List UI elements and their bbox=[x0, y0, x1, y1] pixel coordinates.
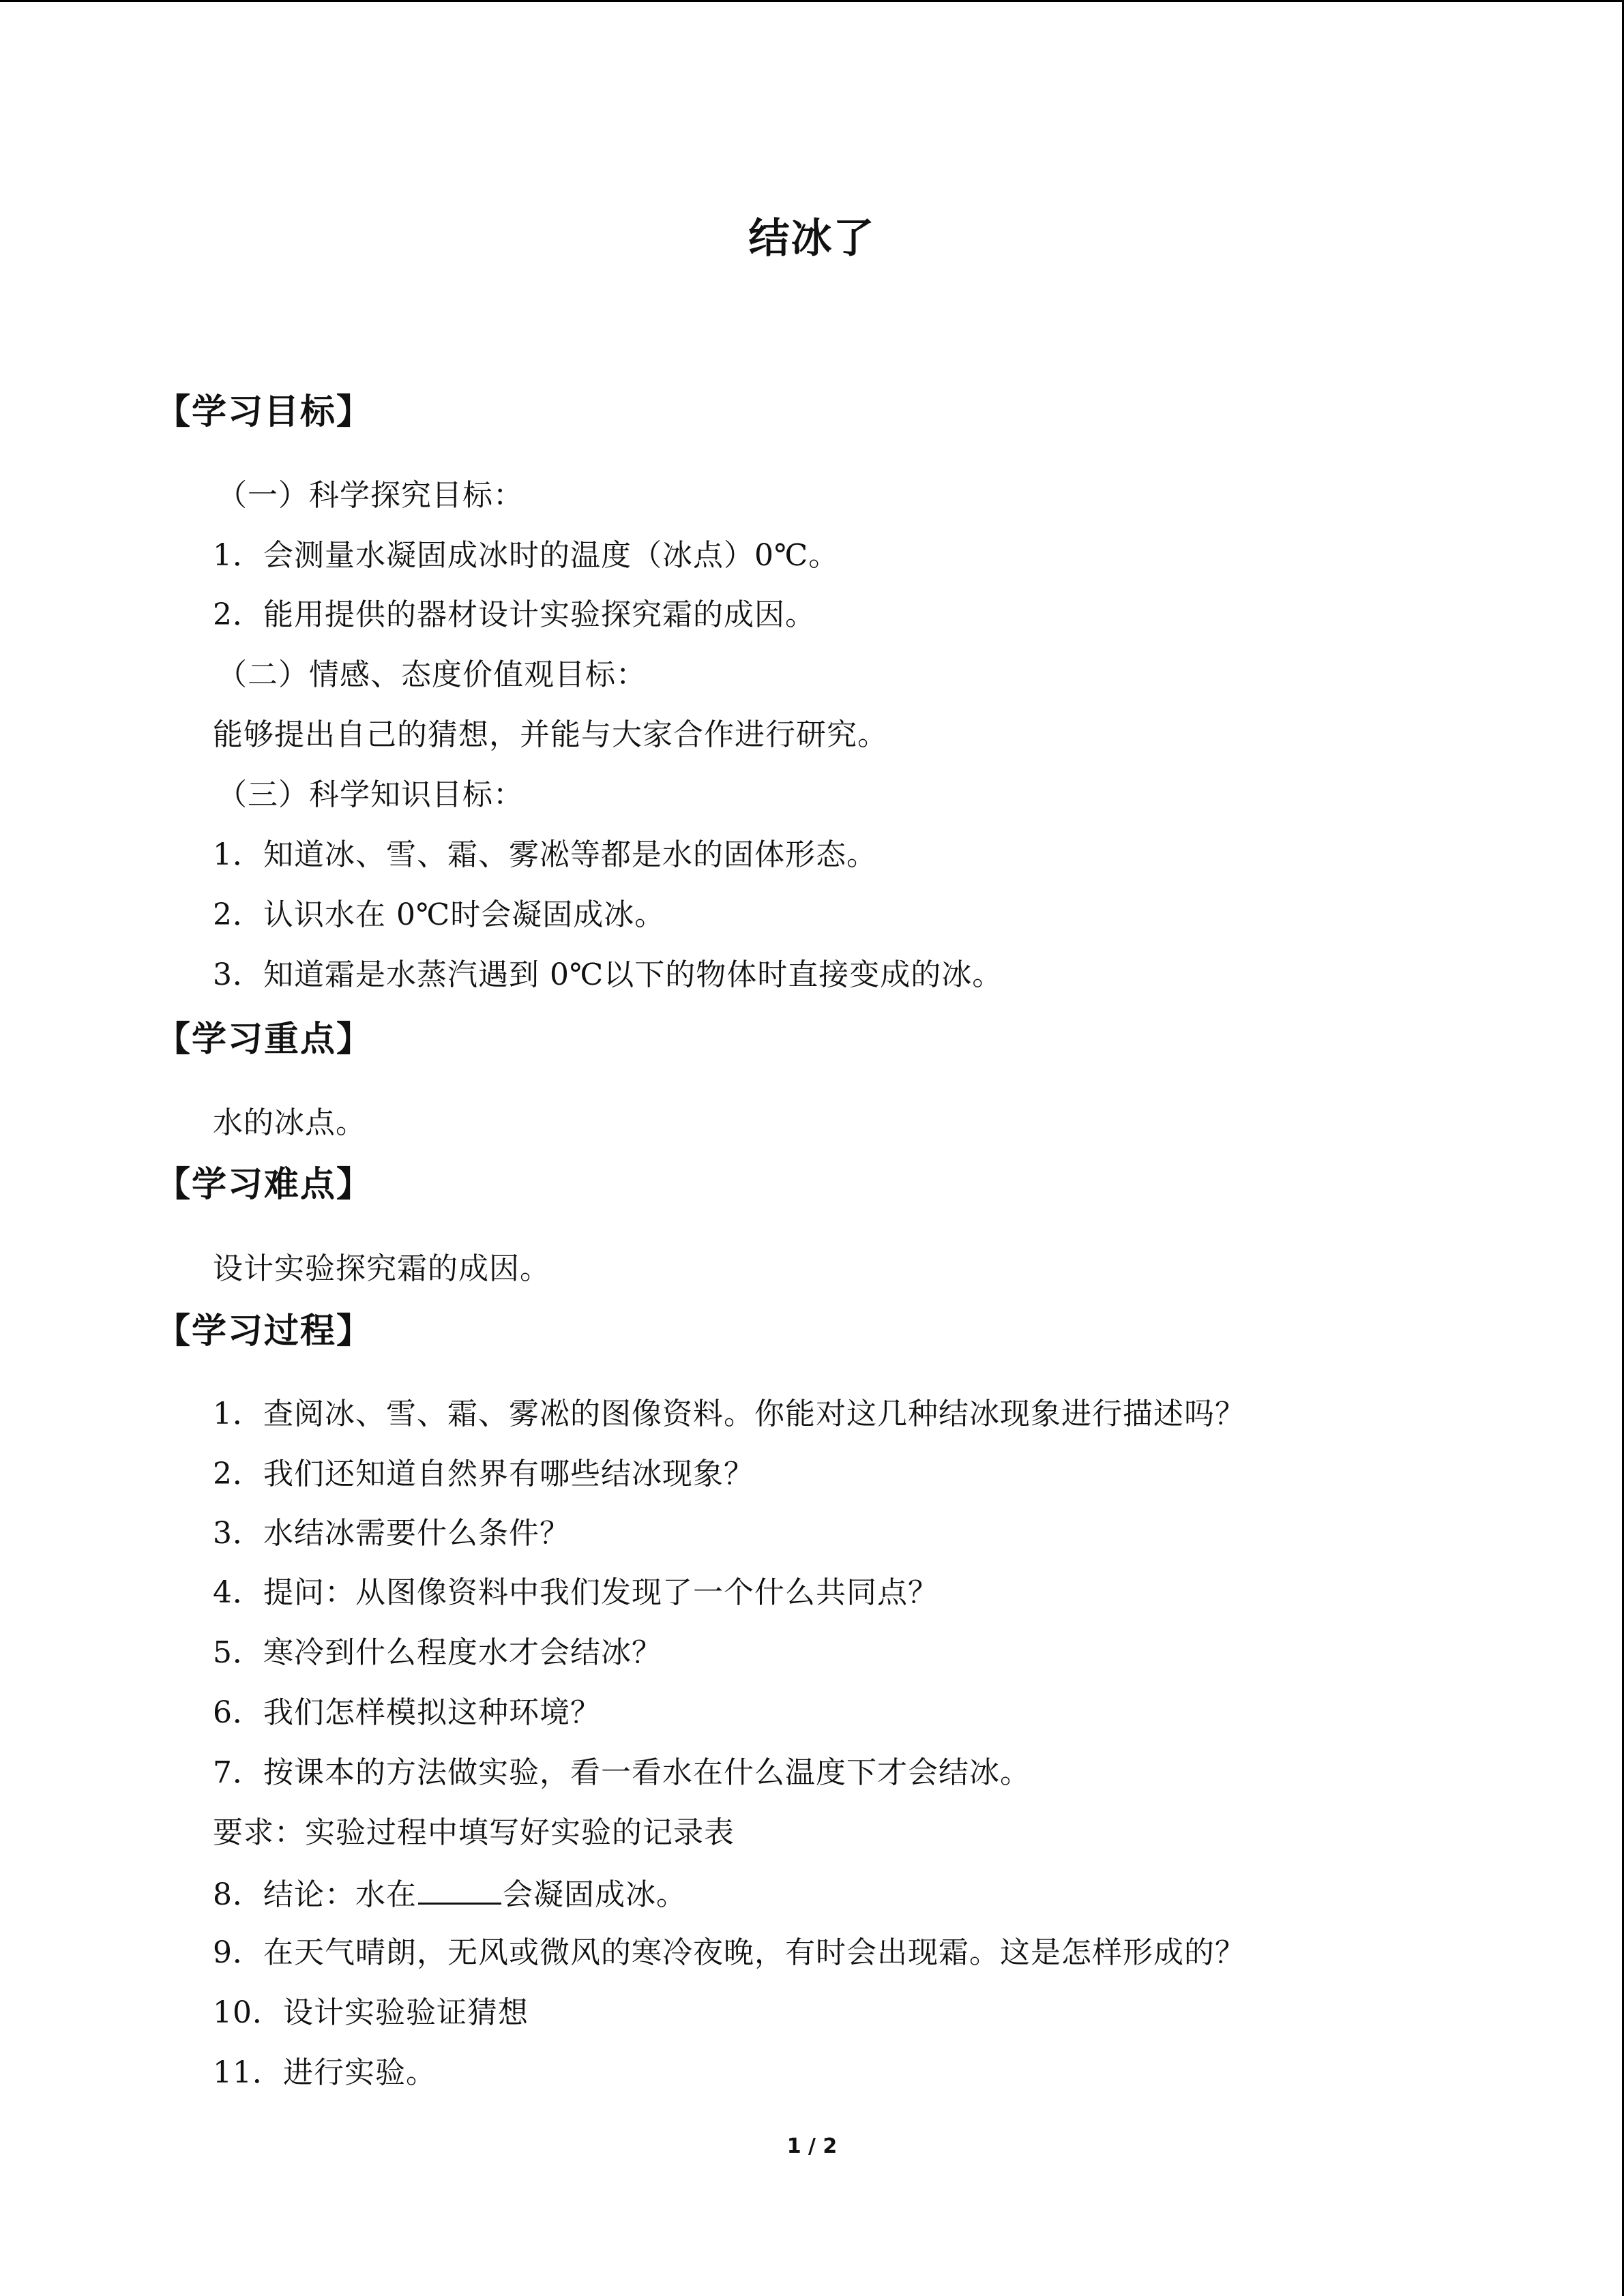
process-line: 5．寒冷到什么程度水才会结冰？ bbox=[213, 1635, 662, 1670]
objectives-line: 能够提出自己的猜想，并能与大家合作进行研究。 bbox=[213, 717, 888, 752]
objectives-line: 1．知道冰、雪、霜、雾凇等都是水的固体形态。 bbox=[213, 837, 877, 872]
process-line: 4．提问：从图像资料中我们发现了一个什么共同点？ bbox=[213, 1575, 939, 1610]
heading-objectives: 【学习目标】 bbox=[156, 392, 373, 432]
objectives-line: 2．认识水在 0℃时会凝固成冰。 bbox=[213, 897, 666, 932]
process-line: 9．在天气晴朗，无风或微风的寒冷夜晚，有时会出现霜。这是怎样形成的？ bbox=[213, 1935, 1245, 1970]
objectives-line: （一）科学探究目标： bbox=[217, 478, 524, 513]
process-line: 10．设计实验验证猜想 bbox=[213, 1995, 529, 2030]
document-title: 结冰了 bbox=[748, 215, 876, 263]
process-conclusion-line bbox=[213, 1873, 687, 1915]
process-line: 要求：实验过程中填写好实验的记录表 bbox=[213, 1815, 735, 1850]
process-line: 6．我们怎样模拟这种环境？ bbox=[213, 1695, 601, 1730]
objectives-line: （三）科学知识目标： bbox=[217, 777, 524, 812]
objectives-line: 1．会测量水凝固成冰时的温度（冰点）0℃。 bbox=[213, 538, 840, 573]
page-number: 1 / 2 bbox=[786, 2134, 838, 2158]
objectives-line: 3．知道霜是水蒸汽遇到 0℃以下的物体时直接变成的冰。 bbox=[213, 957, 1003, 992]
process-line: 1．查阅冰、雪、霜、雾凇的图像资料。你能对这几种结冰现象进行描述吗？ bbox=[213, 1397, 1245, 1431]
process-line: 11．进行实验。 bbox=[213, 2055, 437, 2090]
process-line: 2．我们还知道自然界有哪些结冰现象？ bbox=[213, 1457, 754, 1491]
objectives-line: 2．能用提供的器材设计实验探究霜的成因。 bbox=[213, 597, 816, 632]
process-line: 3．水结冰需要什么条件？ bbox=[213, 1516, 570, 1551]
difficulties-line: 设计实验探究霜的成因。 bbox=[213, 1251, 550, 1286]
process-line: 7．按课本的方法做实验，看一看水在什么温度下才会结冰。 bbox=[213, 1755, 1031, 1790]
page-border-top bbox=[0, 0, 1624, 2]
conclusion-suffix: 会凝固成冰。 bbox=[503, 1877, 687, 1912]
heading-process: 【学习过程】 bbox=[156, 1311, 373, 1352]
objectives-line: （二）情感、态度价值观目标： bbox=[217, 657, 647, 692]
conclusion-prefix: 8．结论：水在 bbox=[213, 1877, 417, 1912]
heading-difficulties: 【学习难点】 bbox=[156, 1165, 373, 1205]
heading-key-points: 【学习重点】 bbox=[156, 1019, 373, 1060]
key-points-line: 水的冰点。 bbox=[213, 1105, 366, 1140]
fill-in-blank[interactable] bbox=[418, 1873, 501, 1905]
